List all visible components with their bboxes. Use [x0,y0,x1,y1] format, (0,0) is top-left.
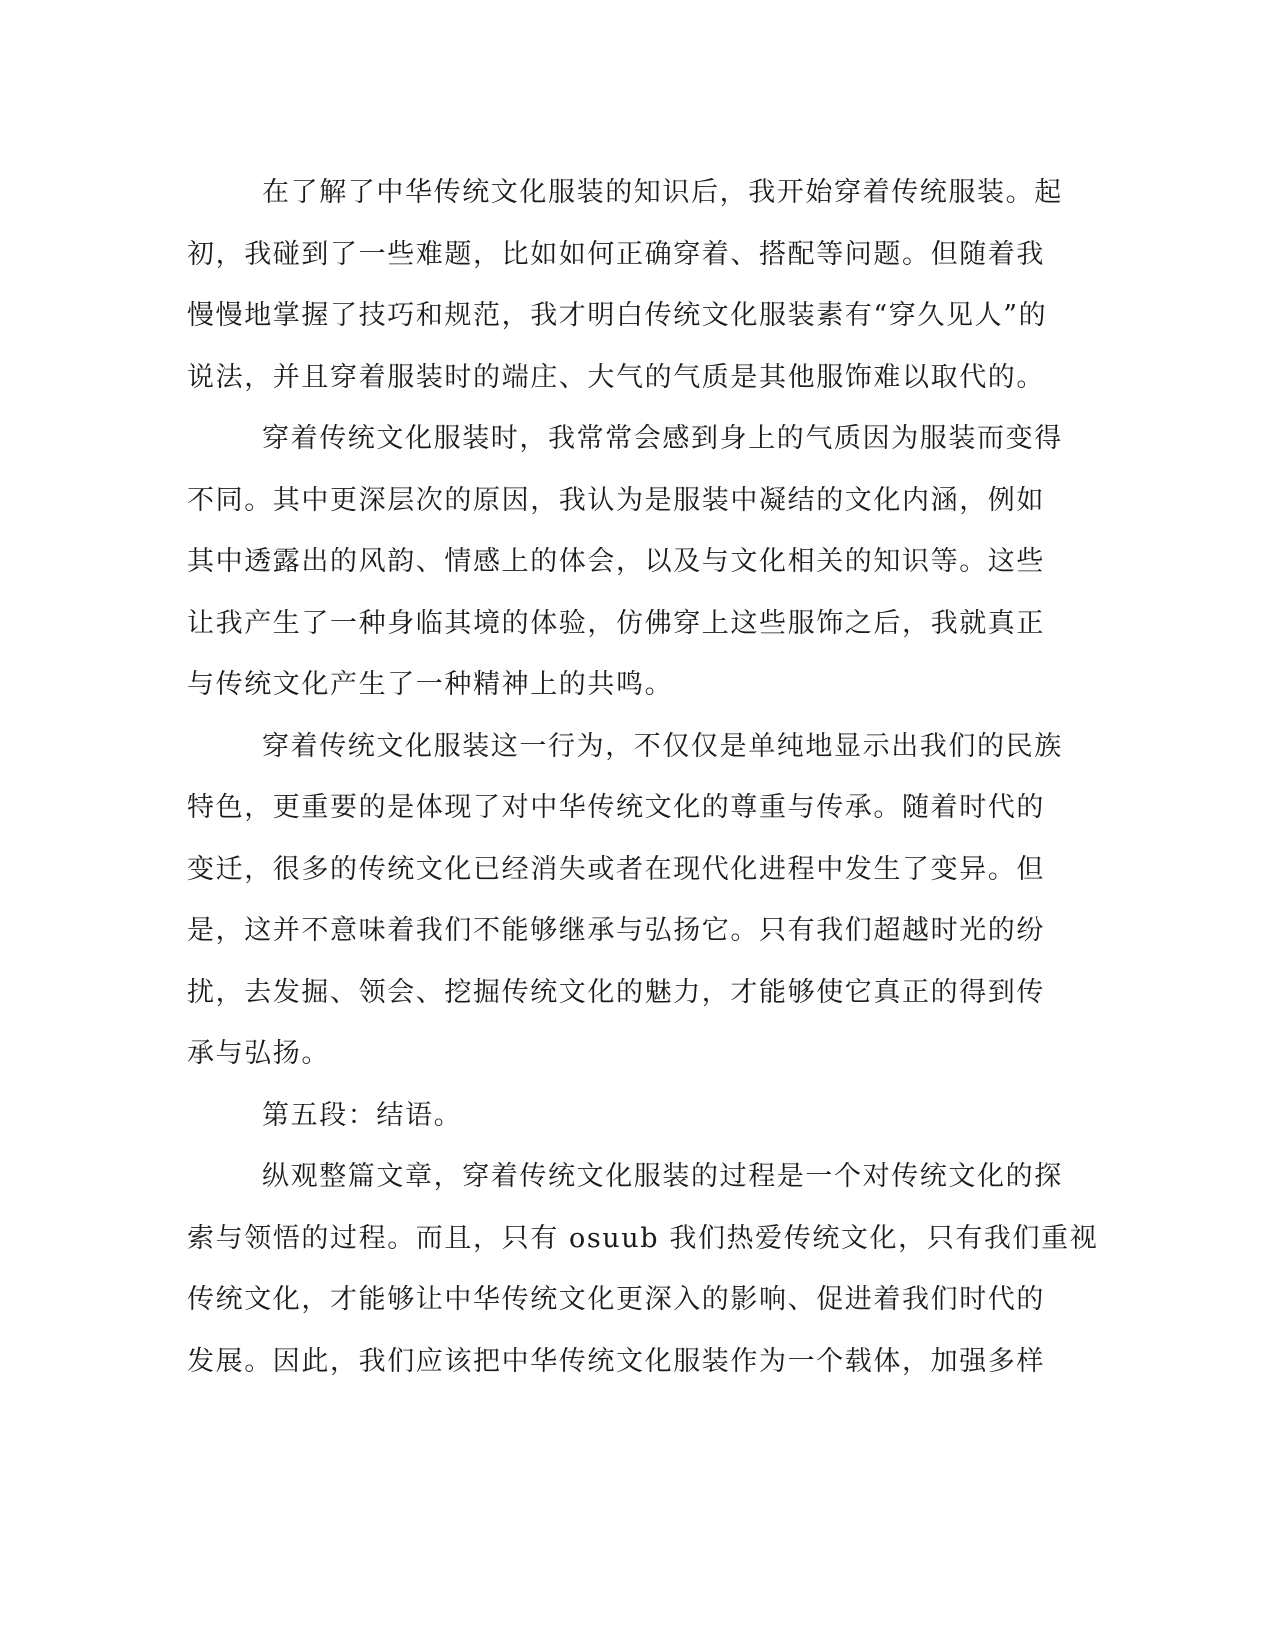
paragraph-line: 变迁，很多的传统文化已经消失或者在现代化进程中发生了变异。但 [187,853,1045,885]
paragraph-line: 其中透露出的风韵、情感上的体会，以及与文化相关的知识等。这些 [187,546,1045,577]
paragraph-line: 纵观整篇文章，穿着传统文化服装的过程是一个对传统文化的探 [262,1161,1063,1192]
paragraph-line: 特色，更重要的是体现了对中华传统文化的尊重与传承。随着时代的 [187,792,1045,823]
paragraph-line: 与传统文化产生了一种精神上的共鸣。 [187,669,674,700]
paragraph-line: 慢慢地掌握了技巧和规范，我才明白传统文化服装素有“穿久见人”的 [187,300,1048,331]
paragraph-line: 承与弘扬。 [187,1038,330,1069]
paragraph-line: 索与领悟的过程。而且，只有 osuub 我们热爱传统文化，只有我们重视 [187,1222,1099,1254]
paragraph-line: 说法，并且穿着服装时的端庄、大气的气质是其他服饰难以取代的。 [187,361,1045,393]
paragraph-line: 是，这并不意味着我们不能够继承与弘扬它。只有我们超越时光的纷 [187,915,1045,946]
paragraph-line: 不同。其中更深层次的原因，我认为是服装中凝结的文化内涵，例如 [187,484,1045,516]
paragraph-line: 传统文化，才能够让中华传统文化更深入的影响、促进着我们时代的 [187,1284,1045,1315]
paragraph-line: 在了解了中华传统文化服装的知识后，我开始穿着传统服装。起 [262,177,1063,208]
paragraph-line: 初，我碰到了一些难题，比如如何正确穿着、搭配等问题。但随着我 [187,238,1045,270]
paragraph-line: 穿着传统文化服装时，我常常会感到身上的气质因为服装而变得 [262,423,1063,454]
section-heading: 第五段：结语。 [262,1099,463,1131]
paragraph-line: 扰，去发掘、领会、挖掘传统文化的魅力，才能够使它真正的得到传 [187,976,1045,1008]
paragraph-line: 让我产生了一种身临其境的体验，仿佛穿上这些服饰之后，我就真正 [187,607,1045,639]
paragraph-line: 穿着传统文化服装这一行为，不仅仅是单纯地显示出我们的民族 [262,730,1063,762]
paragraph-line: 发展。因此，我们应该把中华传统文化服装作为一个载体，加强多样 [187,1345,1045,1377]
document-body [187,162,1099,1392]
